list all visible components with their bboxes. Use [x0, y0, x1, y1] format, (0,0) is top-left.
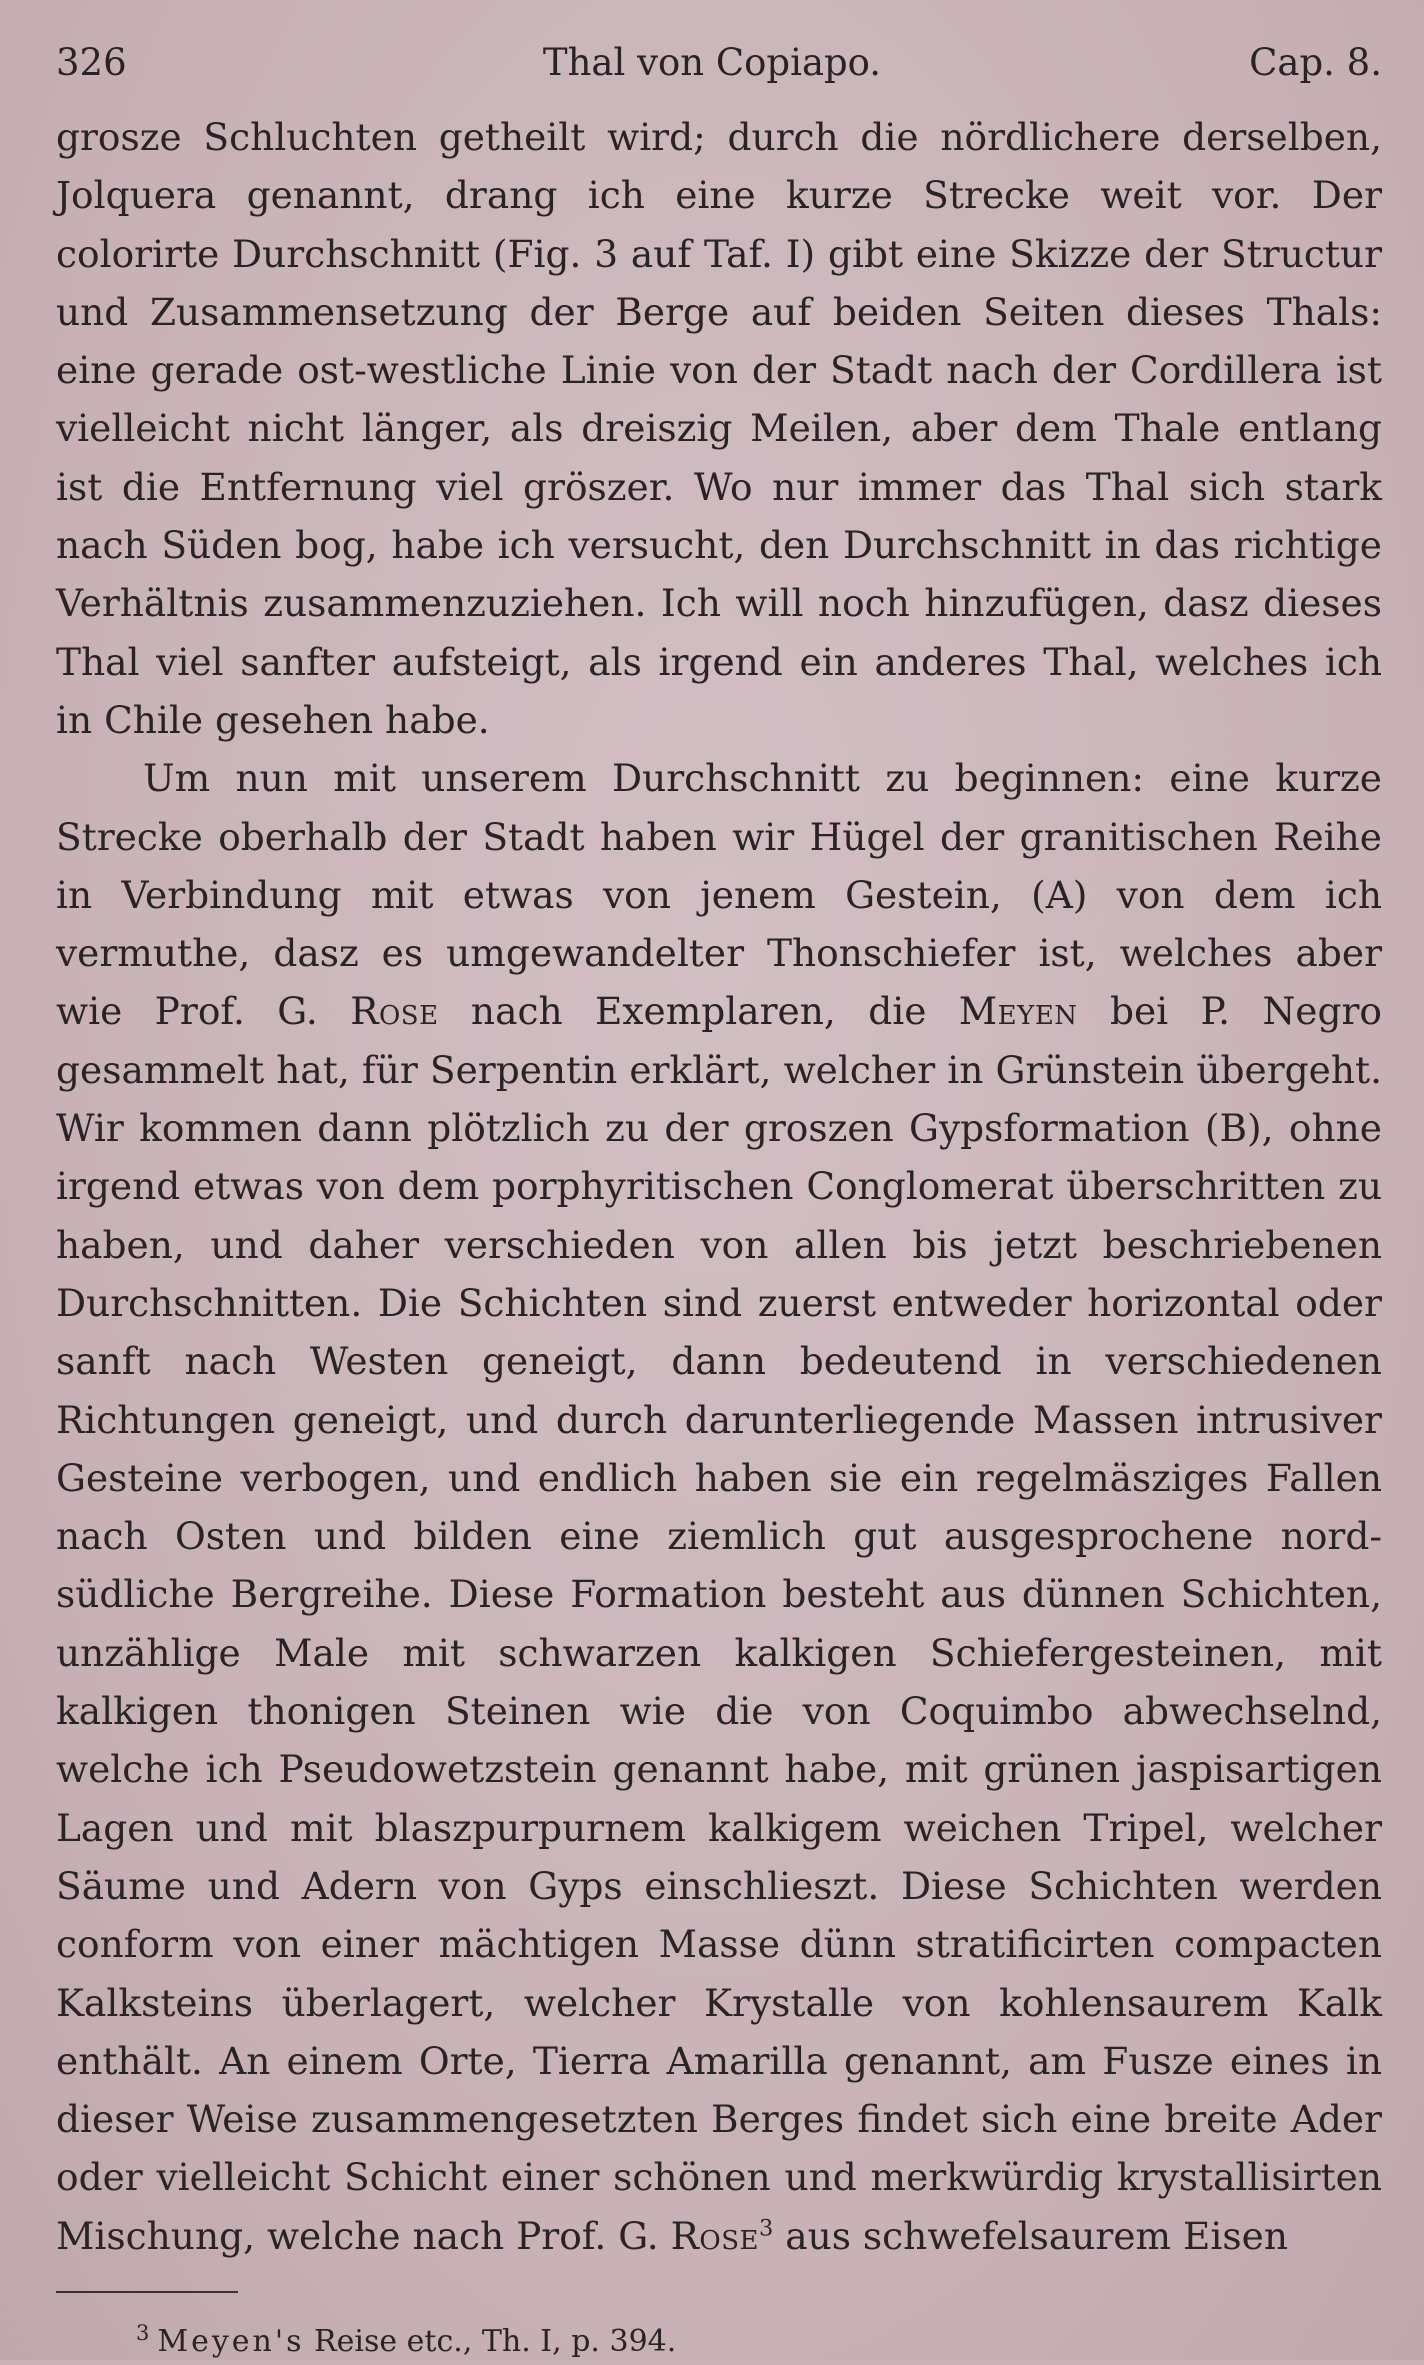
footnote-rule [56, 2291, 238, 2293]
page-number: 326 [56, 41, 127, 84]
paragraph [56, 749, 1382, 2265]
chapter-label: Cap. 8. [1249, 41, 1382, 84]
text-run: grosze Schluchten getheilt wird; durch die nördlichere derselben, Jolquera genannt, drang ich eine kurze Strecke weit vor. Der colorirte Durchschnitt (Fig. 3 auf Taf. I) gibt eine Skizze der Structur und Zusammensetzung der Berge auf beiden Seiten dieses Thals: eine gerade ost-westliche Linie von der Stadt nach der Cordillera ist vielleicht nicht länger, als dreiszig Meilen, aber dem Thale entlang ist die Entfernung viel gröszer. Wo nur immer das Thal sich stark nach Süden bog, habe ich versucht, den Durchschnitt in das richtige Verhältnis zusammenzuziehen. Ich will noch hinzufügen, dasz dieses Thal viel sanfter aufsteigt, als irgend ein anderes Thal, welches ich in Chile gesehen habe. [56, 115, 1382, 742]
footnote [136, 2319, 1382, 2365]
running-title: Thal von Copiapo. [542, 41, 882, 84]
text-run: bei P. Negro gesammelt hat, für Serpentin erklärt, welcher in Grünstein übergeht. Wir kommen dann plötzlich zu der groszen Gypsformation (B), ohne irgend etwas von dem porphyritischen Conglomerat überschritten zu haben, und daher verschieden von allen bis jetzt beschriebenen Durchschnitten. Die Schichten sind zuerst entweder horizontal oder sanft nach Westen geneigt, dann bedeutend in verschiedenen Richtungen geneigt, und durch darunterliegende Massen intrusiver Gesteine verbogen, und endlich haben sie ein regelmäsziges Fallen nach Osten und bilden eine ziemlich gut ausgesprochene nord-südliche Bergreihe. Diese Formation besteht aus dünnen Schichten, unzählige Male mit schwarzen kalkigen Schiefergesteinen, mit kalkigen thonigen Steinen wie die von Coquimbo abwechselnd, welche ich Pseudowetzstein genannt habe, mit grünen jaspisartigen Lagen und mit blaszpurpurnem kalkigem weichen Tripel, welcher Säume und Adern von Gyps einschlieszt. Diese Schichten werden conform von einer mächtigen Masse dünn stratificirten compacten Kalksteins überlagert, welcher Krystalle von kohlensaurem Kalk enthält. An einem Orte, Tierra Amarilla genannt, am Fusze eines in dieser Weise zusammengesetzten Berges findet sich eine breite Ader oder vielleicht Schicht einer schönen und merkwürdig krystallisirten Mischung, welche nach Prof. G. [56, 989, 1382, 2258]
footnote-text: Reise etc., Th. I, p. 394. [304, 2323, 677, 2359]
author-name: Rose [670, 2213, 759, 2258]
footnote-reference: 3 [759, 2215, 774, 2242]
author-name: Rose [350, 989, 439, 1034]
text-run: Um nun mit unserem Durchschnitt zu beginnen: eine kurze Strecke oberhalb der Stadt haben wir Hügel der granitischen Reihe in Verbindung mit etwas von jenem Gestein, (A) von dem ich vermuthe, dasz es umgewandelter Thonschiefer ist, welches aber wie Prof. G. [56, 756, 1382, 1034]
page-header [56, 40, 1382, 86]
body-text [56, 108, 1382, 2265]
footnote-author: Meyen's [157, 2323, 305, 2359]
text-run: aus schwefelsaurem Eisen [773, 2213, 1288, 2258]
paragraph [56, 108, 1382, 749]
text-run: nach Exemplaren, die [438, 989, 959, 1034]
author-name: Meyen [958, 989, 1078, 1034]
footnote-mark: 3 [136, 2320, 150, 2345]
